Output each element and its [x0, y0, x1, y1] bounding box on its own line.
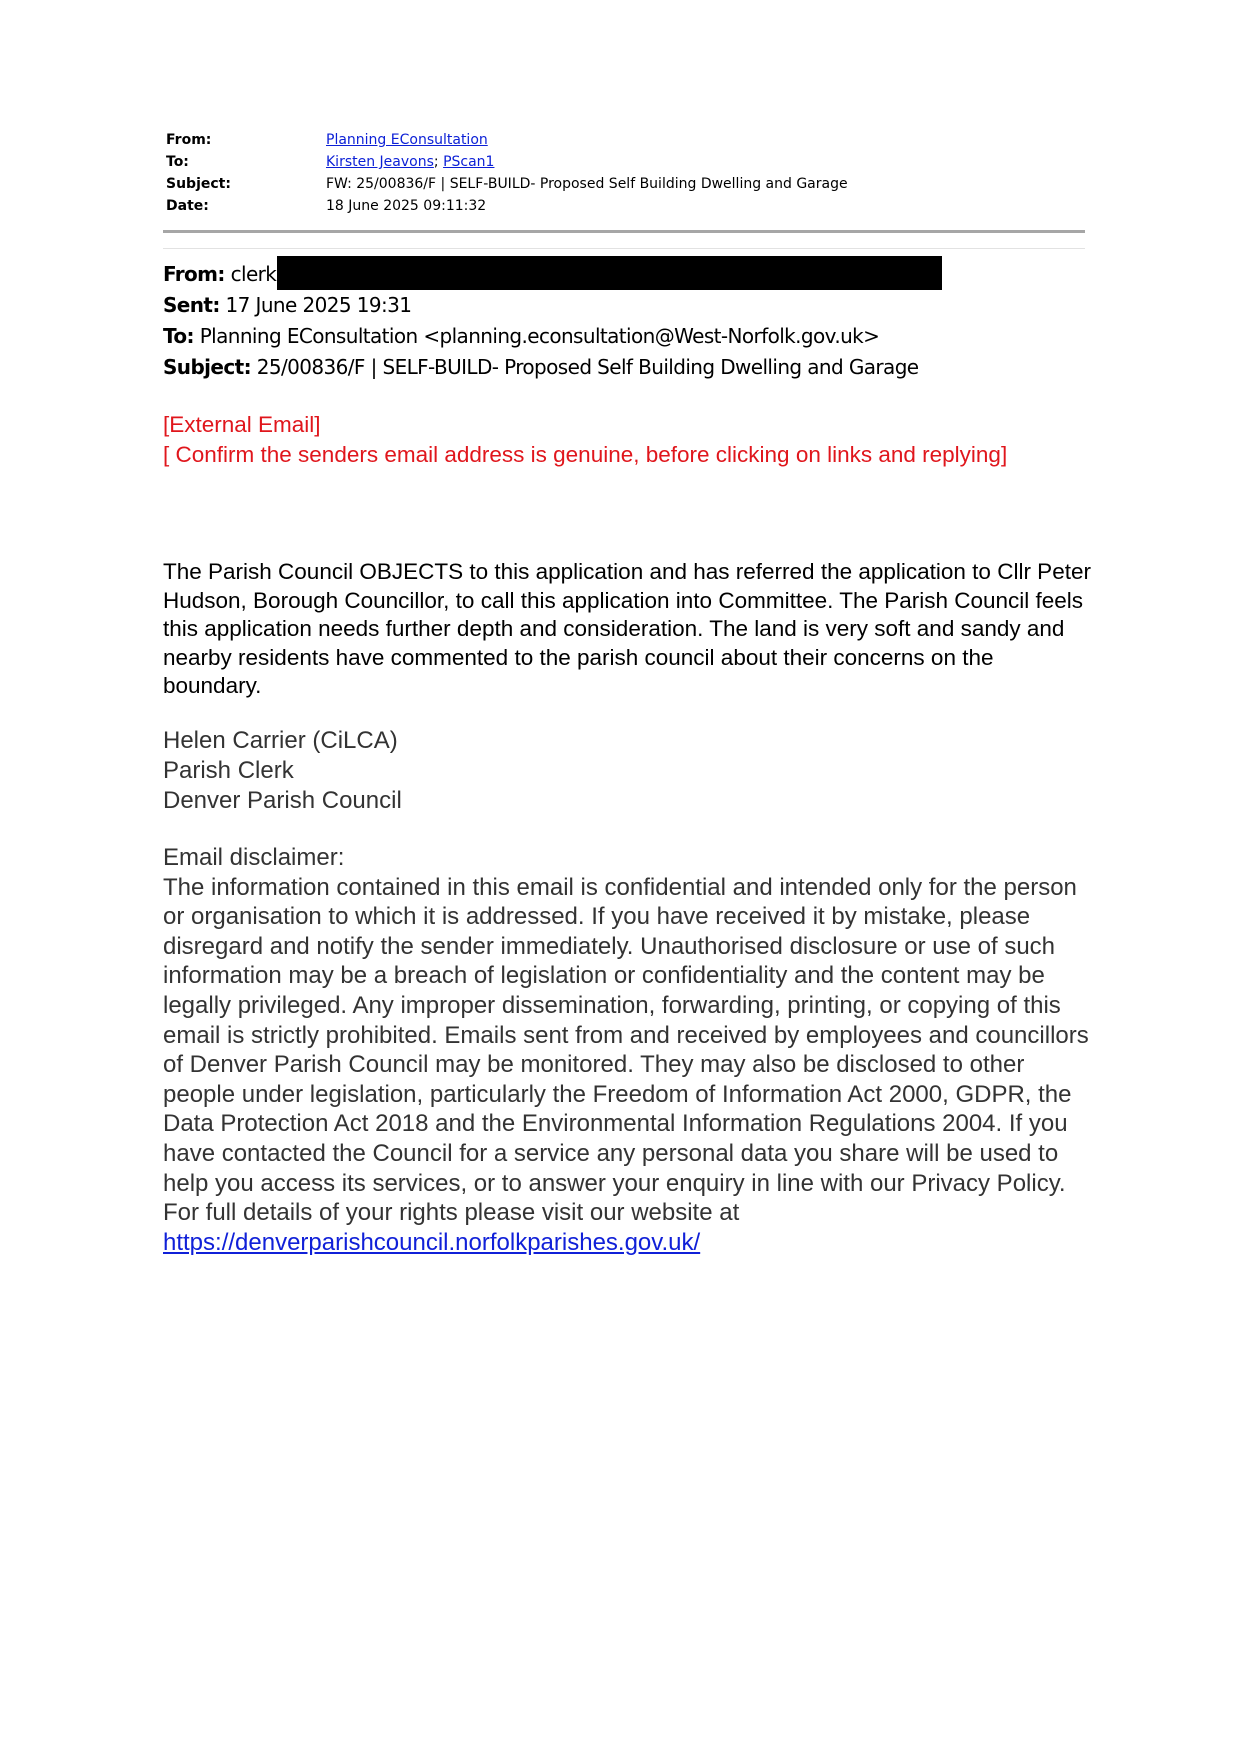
signature: [163, 726, 402, 816]
header-from-link[interactable]: Planning EConsultation: [326, 132, 488, 148]
header-subject-value: FW: 25/00836/F | SELF-BUILD- Proposed Self Building Dwelling and Garage: [326, 176, 848, 192]
disclaimer-title: Email disclaimer:: [163, 844, 345, 871]
header-from-row: [166, 129, 848, 151]
fwd-to-value: Planning EConsultation <planning.econsultation@West-Norfolk.gov.uk>: [199, 324, 880, 348]
header-to-link-1[interactable]: Kirsten Jeavons: [326, 154, 434, 170]
header-date-value: 18 June 2025 09:11:32: [326, 198, 487, 214]
warning-line-2: [ Confirm the senders email address is genuine, before clicking on links and replying]: [163, 442, 1008, 467]
fwd-subject-label: Subject:: [163, 355, 251, 379]
header-divider: [163, 230, 1085, 233]
header-subject-row: [166, 173, 848, 195]
fwd-to-label: To:: [163, 324, 194, 348]
email-header: [166, 129, 848, 217]
header-from-label: From:: [166, 132, 212, 148]
body-paragraph: The Parish Council OBJECTS to this application and has referred the application to Cllr Peter Hudson, Borough Councillor, to call this application into Committee. The Parish Council feels this application needs further depth and consideration. The land is very soft and sandy and nearby residents have commented to the parish council about their concerns on the boundary.: [163, 559, 1091, 699]
header-to-row: [166, 151, 848, 173]
fwd-from-line: [163, 256, 942, 290]
signature-org: Denver Parish Council: [163, 787, 402, 814]
header-divider-light: [163, 248, 1085, 249]
fwd-subject-line: [163, 352, 942, 383]
fwd-sent-value: 17 June 2025 19:31: [225, 293, 412, 317]
header-date-row: [166, 195, 848, 217]
external-email-warning: [163, 410, 1007, 470]
header-to-label: To:: [166, 154, 189, 170]
disclaimer-text: The information contained in this email is confidential and intended only for the person or organisation to which it is addressed. If you have received it by mistake, please disregard and notify the sender immediately. Unauthorised disclosure or use of such information may be a breach of legislation or confidentiality and the content may be legally privileged. Any improper dissemination, forwarding, printing, or copying of this email is strictly prohibited. Emails sent from and received by employees and councillors of Denver Parish Council may be monitored. They may also be disclosed to other people under legislation, particularly the Freedom of Information Act 2000, GDPR, the Data Protection Act 2018 and the Environmental Information Regulations 2004. If you have contacted the Council for a service any personal data you share will be used to help you access its services, or to answer your enquiry in line with our Privacy Policy. For full details of your rights please visit our website at: [163, 873, 1089, 1227]
forwarded-header: [163, 256, 942, 383]
redaction-block: [277, 256, 942, 290]
fwd-sent-line: [163, 290, 942, 321]
header-to-separator: ;: [433, 154, 439, 170]
message-body: [163, 558, 1093, 701]
fwd-sent-label: Sent:: [163, 293, 220, 317]
signature-role: Parish Clerk: [163, 757, 294, 784]
header-to-link-2[interactable]: PScan1: [443, 154, 495, 170]
fwd-from-value: clerk: [230, 262, 277, 286]
signature-name: Helen Carrier (CiLCA): [163, 727, 398, 754]
fwd-to-line: [163, 321, 942, 352]
warning-line-1: [External Email]: [163, 412, 321, 437]
website-link[interactable]: https://denverparishcouncil.norfolkparishes.gov.uk/: [163, 1228, 701, 1256]
fwd-from-label: From:: [163, 262, 225, 286]
header-date-label: Date:: [166, 198, 209, 214]
fwd-subject-value: 25/00836/F | SELF-BUILD- Proposed Self Building Dwelling and Garage: [256, 355, 919, 379]
header-subject-label: Subject:: [166, 176, 231, 192]
email-disclaimer: [163, 843, 1098, 1257]
